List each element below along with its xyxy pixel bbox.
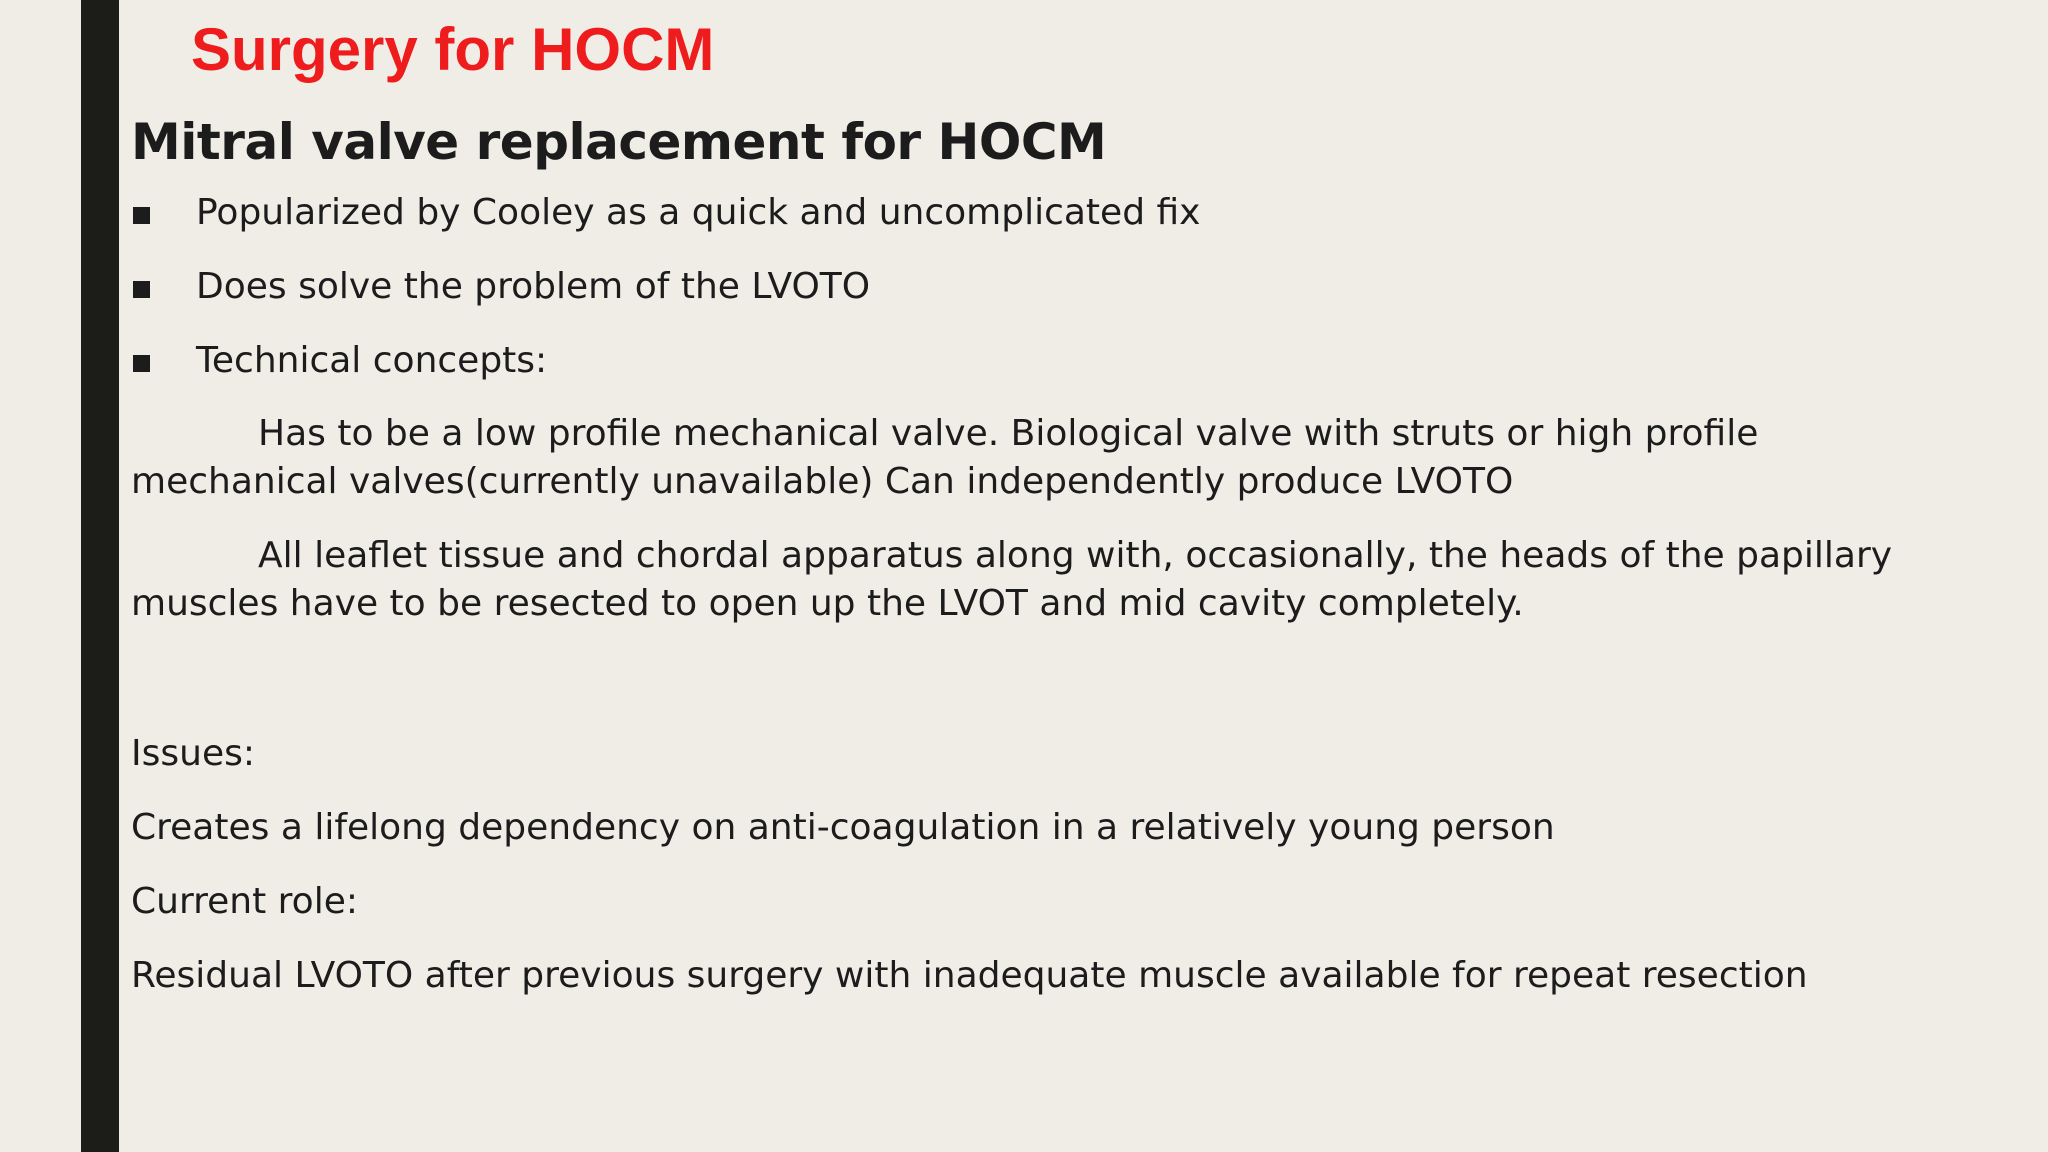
concept-paragraph: All leaflet tissue and chordal apparatus along with, occasionally, the heads of the papillary muscles have to be resected to open up the LVOT and mid cavity completely. <box>131 535 1893 624</box>
square-bullet-icon <box>133 281 150 298</box>
issues-text: Creates a lifelong dependency on anti-coagulation in a relatively young person <box>131 807 1555 848</box>
slide-title: Surgery for HOCM <box>191 16 715 83</box>
concept-paragraph: Has to be a low profile mechanical valve. Biological valve with struts or high profile mechanical valves(currently unavailable) Can independently produce LVOTO <box>131 413 1759 502</box>
slide-subtitle: Mitral valve replacement for HOCM <box>131 113 1107 171</box>
bullet-list <box>131 190 1931 384</box>
bullet-item <box>131 264 1931 310</box>
bullet-text: Technical concepts: <box>196 340 548 381</box>
bullet-item <box>131 338 1931 384</box>
slide-content <box>131 104 1931 1000</box>
slide-side-bar <box>81 0 119 1152</box>
bullet-item <box>131 190 1931 236</box>
square-bullet-icon <box>133 355 150 372</box>
issues-label: Issues: <box>131 733 255 774</box>
square-bullet-icon <box>133 207 150 224</box>
bullet-text: Popularized by Cooley as a quick and uncomplicated fix <box>196 192 1201 233</box>
current-role-text: Residual LVOTO after previous surgery with inadequate muscle available for repeat resection <box>131 955 1808 996</box>
current-role-label: Current role: <box>131 881 358 922</box>
bullet-text: Does solve the problem of the LVOTO <box>196 266 871 307</box>
